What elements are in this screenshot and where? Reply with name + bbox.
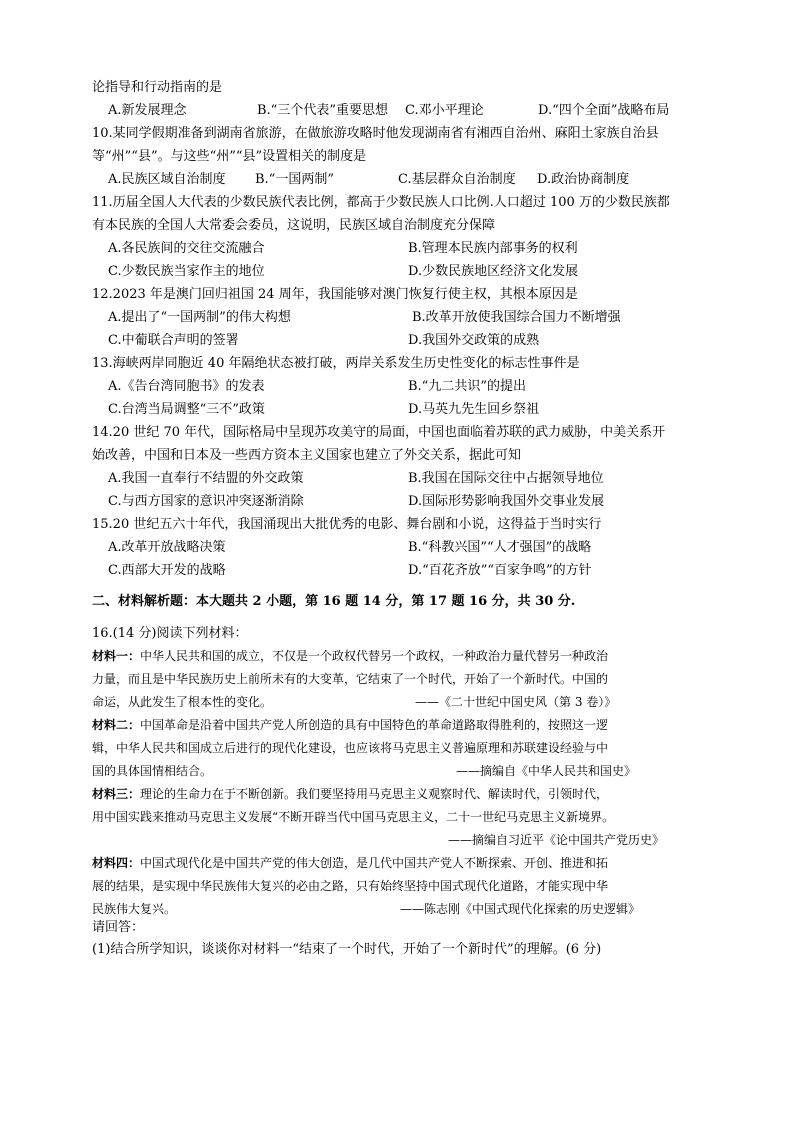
q12-option-d: D.我国外交政策的成熟	[408, 333, 540, 348]
q13-option-d: D.马英九先生回乡祭祖	[408, 402, 540, 417]
q12-option-c: C.中葡联合声明的签署	[108, 333, 239, 348]
q9-stem: 论指导和行动指南的是	[92, 80, 223, 95]
material-2-line1	[92, 717, 608, 733]
q11-option-a: A.各民族间的交往交流融合	[108, 241, 265, 256]
q9-option-c: C.邓小平理论	[405, 103, 484, 118]
q13-option-c: C.台湾当局调整“三不”政策	[108, 402, 265, 417]
q15-option-d: D.“百花齐放”“百家争鸣”的方针	[408, 563, 592, 578]
q13-option-a: A.《告台湾同胞书》的发表	[108, 379, 265, 394]
material-2-source: ——摘编自《中华人民共和国史》	[456, 764, 637, 778]
q13-stem: 13.海峡两岸同胞近 40 年隔绝状态被打破，两岸关系发生历史性变化的标志性事件是	[92, 356, 580, 371]
q10-stem-line2: 等“州”“县”。与这些“州”“县”设置相关的制度是	[92, 149, 367, 164]
q11-option-b: B.管理本民族内部事务的权利	[408, 241, 578, 256]
material-3-line2: 用中国实践来推动马克思主义发展“不断开辟当代中国马克思主义，二十一世纪马克思主义新境界。	[92, 810, 615, 824]
material-3-line1	[92, 786, 608, 802]
material-2-line3: 国的具体国情相结合。	[92, 764, 213, 778]
material-4-label: 材料四：	[92, 856, 141, 870]
q14-stem-line2: 始改善，中国和日本及一些西方资本主义国家也建立了外交关系，据此可知	[92, 448, 522, 463]
q10-option-b: B.“一国两制”	[255, 172, 334, 187]
material-1-line2: 力量，而且是中华民族历史上前所未有的大变革，它结束了一个时代，开始了一个新时代。中国的	[92, 672, 609, 686]
q9-option-a: A.新发展理念	[108, 103, 187, 118]
material-2-line2: 辑，中华人民共和国成立后进行的现代化建设，也应该将马克思主义普遍原理和苏联建设经验与中	[92, 741, 609, 755]
material-1-source: ——《二十世纪中国史风（第 3 卷）》	[415, 695, 617, 709]
material-2-text-1: 中国革命是沿着中国共产党人所创造的具有中国特色的革命道路取得胜利的，按照这一逻	[140, 718, 609, 732]
q10-option-d: D.政治协商制度	[537, 172, 630, 187]
material-4-text-1: 中国式现代化是中国共产党的伟大创造，是几代中国共产党人不断探索、开创、推进和拓	[140, 856, 609, 870]
q16-subquestion-1: (1)结合所学知识，谈谈你对材料一“结束了一个时代，开始了一个新时代”的理解。(6 分)	[92, 942, 602, 957]
q12-option-a: A.提出了“一国两制”的伟大构想	[108, 310, 291, 325]
q14-option-b: B.我国在国际交往中占据领导地位	[408, 471, 604, 486]
q14-stem-line1: 14.20 世纪 70 年代，国际格局中呈现苏攻美守的局面，中国也面临着苏联的武力威胁，中美关系开	[92, 425, 666, 440]
q14-option-c: C.与西方国家的意识冲突逐渐消除	[108, 494, 304, 509]
material-2-label: 材料二：	[92, 718, 141, 732]
q15-option-b: B.“科教兴国”“人才强国”的战略	[408, 540, 592, 555]
q9-option-b: B.“三个代表”重要思想	[257, 103, 388, 118]
material-4-source: ——陈志刚《中国式现代化探索的历史逻辑》	[400, 902, 641, 916]
q14-option-d: D.国际形势影响我国外交事业发展	[408, 494, 605, 509]
material-3-text-1: 理论的生命力在于不断创新。我们要坚持用马克思主义观察时代、解读时代，引领时代，	[140, 787, 609, 801]
material-4-line1	[92, 855, 608, 871]
q12-option-b: B.改革开放使我国综合国力不断增强	[412, 310, 621, 325]
q15-stem: 15.20 世纪五六十年代，我国涌现出大批优秀的电影、舞台剧和小说，这得益于当时实行	[92, 517, 602, 532]
material-1-line3: 命运，从此发生了根本性的变化。	[92, 695, 273, 709]
material-1-line1	[92, 648, 608, 664]
q10-stem-line1: 10.某同学假期准备到湖南省旅游，在做旅游攻略时他发现湖南省有湘西自治州、麻阳土家族自治县	[92, 126, 659, 141]
q9-option-d: D.“四个全面”战略布局	[538, 103, 670, 118]
q10-option-c: C.基层群众自治制度	[398, 172, 516, 187]
section-heading: 二、材料解析题：本大题共 2 小题，第 16 题 14 分，第 17 题 16 分，共 30 分.	[92, 594, 576, 609]
material-3-source: ——摘编自习近平《论中国共产党历史》	[448, 833, 665, 847]
material-1-label: 材料一：	[92, 649, 141, 663]
material-1-text-1: 中华人民共和国的成立，不仅是一个政权代替另一个政权，一种政治力量代替另一种政治	[140, 649, 609, 663]
answer-prompt: 请回答：	[92, 920, 145, 935]
q15-option-c: C.西部大开发的战略	[108, 563, 226, 578]
material-3-label: 材料三：	[92, 787, 141, 801]
q11-stem-line1: 11.历届全国人大代表的少数民族代表比例，都高于少数民族人口比例.人口超过 100 万的少数民族都	[92, 195, 670, 210]
q11-stem-line2: 有本民族的全国人大常委会委员，这说明，民族区域自治制度充分保障	[92, 218, 496, 233]
material-4-line3: 民族伟大复兴。	[92, 902, 177, 916]
q14-option-a: A.我国一直奉行不结盟的外交政策	[108, 471, 304, 486]
material-4-line2: 展的结果，是实现中华民族伟大复兴的必由之路，只有始终坚持中国式现代化道路，才能实现中华	[92, 879, 609, 893]
q10-option-a: A.民族区域自治制度	[108, 172, 226, 187]
q12-stem: 12.2023 年是澳门回归祖国 24 周年，我国能够对澳门恢复行使主权，其根本原因是	[92, 287, 578, 302]
q11-option-d: D.少数民族地区经济文化发展	[408, 264, 579, 279]
q13-option-b: B.“九二共识”的提出	[408, 379, 526, 394]
q11-option-c: C.少数民族当家作主的地位	[108, 264, 265, 279]
q16-stem: 16.(14 分)阅读下列材料：	[92, 626, 248, 641]
q15-option-a: A.改革开放战略决策	[108, 540, 226, 555]
